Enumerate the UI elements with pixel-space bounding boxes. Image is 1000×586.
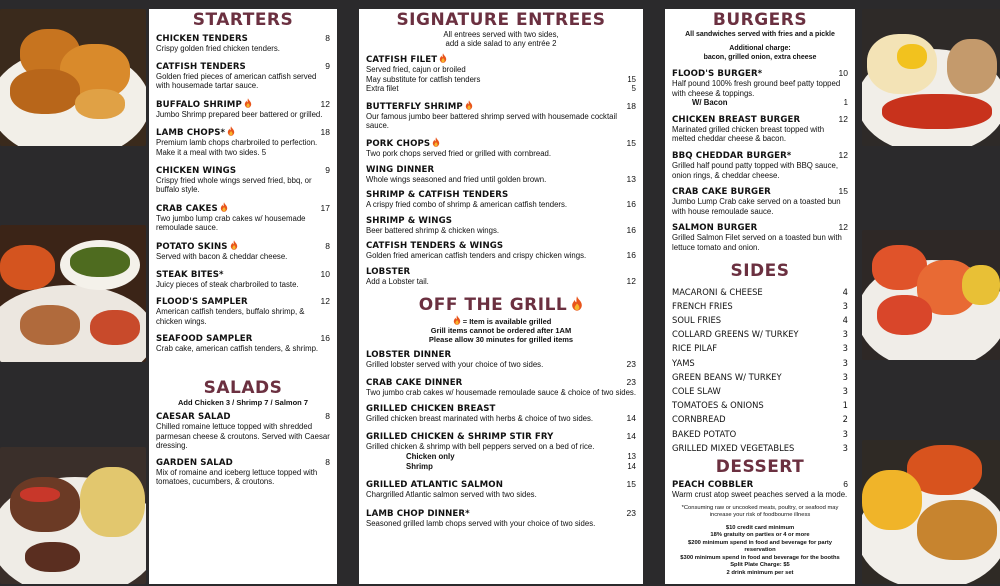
item-name: CAESAR SALAD (156, 411, 231, 422)
item-price: 16 (626, 199, 636, 210)
side-name: YAMS (672, 357, 695, 368)
salads-note: Add Chicken 3 / Shrimp 7 / Salmon 7 (177, 397, 309, 407)
side-item (672, 370, 848, 384)
item-price: 16 (626, 224, 636, 235)
panel-entrees-grill (359, 9, 643, 584)
menu-item (156, 202, 330, 233)
food-warning: *Consuming raw or uncooked meats, poultry, or seafood may increase your risk of foodbourne illness (681, 504, 839, 519)
starters-list (156, 33, 330, 354)
item-price: 12 (838, 149, 848, 160)
item-line: May substitute for catfish tenders (366, 74, 481, 84)
item-desc: Grilled lobster served with your choice of two sides. (366, 359, 544, 369)
burgers-list (672, 114, 848, 253)
item-desc: Grilled half pound patty topped with BBQ sauce, onion rings, & cheddar cheese. (672, 160, 838, 180)
item-name: PORK CHOPS (366, 137, 440, 149)
panel-starters-salads (149, 9, 337, 584)
item-price: 15 (627, 74, 636, 84)
item-name: CATFISH TENDERS & WINGS (366, 241, 504, 252)
flame-icon (218, 204, 228, 214)
item-price: 15 (626, 137, 636, 148)
menu-item (156, 333, 330, 354)
menu-item (156, 411, 330, 451)
flame-icon (437, 55, 447, 65)
menu-item (366, 508, 636, 529)
burgers-charge-title: Additional charge: (729, 45, 791, 52)
item-price: 18 (320, 127, 330, 138)
item-desc: Crab cake, american catfish tenders, & shrimp. (156, 344, 319, 354)
menu-item (672, 150, 848, 180)
item-line: Extra filet (366, 84, 399, 94)
item-desc: Served with bacon & cheddar cheese. (156, 251, 288, 261)
item-option: Shrimp (406, 461, 433, 471)
item-price: 9 (325, 164, 330, 175)
menu-item (156, 98, 330, 120)
burgers-title: BURGERS (712, 10, 808, 30)
item-desc: Crispy golden fried chicken tenders. (156, 44, 280, 53)
menu-item (156, 457, 330, 487)
policy-line: 2 drink minimum per set (726, 569, 794, 576)
side-name: CORNBREAD (672, 414, 726, 425)
photo-shrimp (862, 230, 1000, 360)
item-price: 12 (626, 275, 636, 286)
item-name: BUTTERFLY SHRIMP (366, 100, 473, 112)
side-price: 4 (842, 314, 848, 325)
menu-item (156, 126, 330, 157)
item-desc: Two pork chops served fried or grilled with cornbread. (366, 148, 552, 158)
side-price: 3 (842, 329, 848, 340)
item-name: LAMB CHOPS* (156, 126, 235, 138)
policy-line: $200 minimum spend in food and beverage for party reservation (688, 539, 832, 554)
item-price: 13 (627, 451, 636, 461)
side-item (672, 412, 848, 426)
grill-list (366, 350, 636, 529)
item-name: STEAK BITES* (156, 269, 224, 280)
menu-item (366, 267, 636, 287)
item-price: 8 (325, 410, 330, 421)
side-price: 3 (842, 343, 848, 354)
side-item (672, 398, 848, 412)
item-name: CHICKEN BREAST BURGER (672, 114, 801, 125)
policy-line: $10 credit card minimum (725, 524, 795, 531)
item-name: SEAFOOD SAMPLER (156, 334, 253, 345)
item-name: CRAB CAKE DINNER (366, 378, 463, 389)
item-price: 17 (320, 202, 330, 213)
side-item (672, 356, 848, 370)
item-desc: A crispy fried combo of shrimp & american catfish tenders. (366, 200, 568, 210)
item-name: SHRIMP & CATFISH TENDERS (366, 190, 509, 201)
item-desc: Juicy pieces of steak charbroiled to taste. (156, 279, 299, 289)
item-name: BBQ CHEDDAR BURGER* (672, 150, 792, 161)
item-desc: Grilled Salmon Filet served on a toasted bun with lettuce tomato and onion. (672, 233, 842, 252)
menu-item (156, 61, 330, 91)
item-desc: Two jumbo crab cakes w/ housemade remoulade sauce & choice of two sides. (366, 388, 636, 398)
side-price: 3 (842, 385, 848, 396)
burgers-charge: bacon, grilled onion, extra cheese (703, 54, 817, 61)
item-desc: Our famous jumbo beer battered shrimp served with housemade cocktail sauce. (366, 111, 617, 131)
item-price: 8 (325, 33, 330, 43)
item-desc: Mix of romaine and iceberg lettuce topped with tomatoes, cucumbers, & croutons. (156, 467, 318, 487)
grill-legend: = Item is available grilled (366, 315, 636, 326)
side-item (672, 285, 848, 299)
item-desc: Jumbo Shrimp prepared beer battered or grilled. (156, 109, 323, 119)
item-price: 12 (320, 98, 330, 109)
entrees-list (366, 100, 636, 287)
item-price: 12 (838, 113, 848, 124)
policy-list (672, 525, 848, 578)
menu-item-peach-cobbler (672, 479, 848, 500)
item-name: POTATO SKINS (156, 240, 238, 252)
menu-item (672, 186, 848, 216)
menu-item (672, 114, 848, 144)
item-name: WING DINNER (366, 164, 435, 175)
menu-item-floods-burger (672, 68, 848, 108)
item-name: GRILLED CHICKEN & SHRIMP STIR FRY (366, 432, 554, 443)
item-line: W/ Bacon (692, 98, 728, 108)
item-price: 5 (631, 84, 636, 94)
photo-lobster (862, 9, 1000, 146)
side-item (672, 327, 848, 341)
item-price: 15 (838, 186, 848, 197)
side-item (672, 427, 848, 441)
item-desc: Golden fried american catfish tenders and crispy chicken wings. (366, 251, 587, 261)
item-desc: American catfish tenders, buffalo shrimp, & chicken wings. (156, 307, 305, 326)
item-desc: Two jumbo lump crab cakes w/ housemade remoulade sauce. (156, 213, 306, 233)
entrees-title: SIGNATURE ENTREES (396, 10, 606, 30)
menu-item (156, 269, 330, 290)
item-price: 1 (843, 98, 848, 108)
item-price: 14 (626, 431, 636, 442)
item-price: 12 (320, 296, 330, 307)
side-name: TOMATOES & ONIONS (672, 400, 764, 411)
menu-item (366, 165, 636, 185)
side-name: RICE PILAF (672, 343, 718, 354)
menu-item-catfish-filet (366, 53, 636, 94)
item-name: LOBSTER DINNER (366, 349, 452, 360)
flame-icon (567, 295, 583, 315)
item-desc: Marinated grilled chicken breast topped with melted cheddar cheese & bacon. (672, 124, 825, 144)
item-price: 23 (626, 358, 636, 369)
menu-item (156, 296, 330, 326)
item-name: GRILLED CHICKEN BREAST (366, 403, 496, 414)
item-desc: Seasoned grilled lamb chops served with your choice of two sides. (366, 518, 596, 528)
item-desc: Premium lamb chops charbroiled to perfection. Make it a meal with two sides. 5 (156, 138, 318, 157)
side-item (672, 341, 848, 355)
item-price: 18 (626, 100, 636, 111)
side-name: MACARONI & CHEESE (672, 286, 763, 297)
item-price: 9 (325, 60, 330, 71)
item-desc: Grilled chicken breast marinated with herbs & choice of two sides. (366, 413, 594, 423)
item-price: 14 (626, 412, 636, 423)
side-price: 3 (842, 371, 848, 382)
side-price: 2 (842, 414, 848, 425)
item-desc: Golden fried pieces of american catfish served with housemade tartar sauce. (156, 71, 317, 91)
item-desc: Grilled chicken & shrimp with bell peppers served on a bed of rice. (366, 442, 595, 452)
item-name: BUFFALO SHRIMP (156, 98, 252, 110)
side-price: 4 (842, 286, 848, 297)
item-price: 14 (627, 461, 636, 471)
flame-icon (225, 128, 235, 138)
side-price: 3 (842, 442, 848, 453)
menu-item (366, 404, 636, 424)
flame-icon (228, 242, 238, 252)
item-name: GARDEN SALAD (156, 457, 233, 468)
item-price: 10 (320, 268, 330, 279)
item-name: SHRIMP & WINGS (366, 215, 453, 226)
policy-line: $300 minimum spend in food and beverage for the booths (680, 554, 840, 561)
item-desc: Beer battered shrimp & chicken wings. (366, 225, 500, 235)
policy-line: 18% gratuity on parties or 4 or more (710, 532, 810, 539)
item-name: SALMON BURGER (672, 223, 758, 234)
side-name: SOUL FRIES (672, 314, 722, 325)
item-line: Served fried, cajun or broiled (366, 65, 466, 74)
menu-item (156, 240, 330, 262)
entrees-note-2: add a side salad to any entrée 2 (445, 39, 557, 48)
sides-list (672, 285, 848, 455)
item-name: FLOOD'S BURGER* (672, 69, 763, 79)
item-name: CRAB CAKES (156, 202, 228, 214)
item-option: Chicken only (406, 451, 455, 461)
menu-item (366, 216, 636, 236)
photo-yams-greens (0, 225, 146, 362)
grill-title: OFF THE GRILL (366, 295, 636, 315)
menu-item (672, 222, 848, 252)
item-desc: Chargrilled Atlantic salmon served with two sides. (366, 490, 537, 500)
item-price: 13 (626, 173, 636, 184)
item-price: 8 (325, 456, 330, 467)
menu-item (366, 350, 636, 370)
side-name: COLE SLAW (672, 385, 721, 396)
side-name: GREEN BEANS W/ TURKEY (672, 371, 782, 382)
item-name: CATFISH FILET (366, 53, 447, 65)
menu-item (366, 241, 636, 261)
dessert-title: DESSERT (715, 456, 805, 477)
grill-note-2: Please allow 30 minutes for grilled items (428, 334, 574, 344)
item-name: LAMB CHOP DINNER* (366, 508, 470, 519)
item-price: 16 (626, 250, 636, 261)
photo-fried-chicken (0, 9, 146, 146)
item-name: FLOOD'S SAMPLER (156, 297, 248, 308)
side-item (672, 299, 848, 313)
flame-icon (242, 100, 252, 110)
item-desc: Warm crust atop sweet peaches served a la mode. (672, 489, 848, 499)
item-desc: Crispy fried whole wings served fried, bbq, or buffalo style. (156, 175, 312, 195)
photo-wings-mac (862, 440, 1000, 584)
item-price: 23 (626, 377, 636, 388)
item-price: 16 (320, 333, 330, 344)
item-price: 10 (838, 68, 848, 78)
menu-item (366, 100, 636, 131)
item-desc: Whole wings seasoned and fried until golden brown. (366, 174, 547, 184)
side-item (672, 441, 848, 455)
item-name: PEACH COBBLER (672, 479, 754, 490)
side-name: GRILLED MIXED VEGETABLES (672, 442, 795, 453)
item-price: 12 (838, 222, 848, 233)
salads-list (156, 411, 330, 487)
menu-item (156, 165, 330, 195)
item-name: CATFISH TENDERS (156, 61, 246, 72)
item-name: CHICKEN WINGS (156, 165, 237, 176)
flame-icon (430, 139, 440, 149)
item-price: 8 (325, 240, 330, 251)
item-desc: Chilled romaine lettuce topped with shredded parmesan cheese & croutons. Served with Caesar dressing. (156, 421, 330, 451)
panel-burgers-sides-dessert (665, 9, 855, 584)
side-price: 3 (842, 357, 848, 368)
flame-icon (451, 317, 461, 326)
item-price: 23 (626, 507, 636, 518)
side-name: BAKED POTATO (672, 428, 737, 439)
item-name: CHICKEN TENDERS (156, 34, 248, 44)
policy-line: Split Plate Charge: $5 (730, 562, 790, 569)
side-name: FRENCH FRIES (672, 300, 733, 311)
starters-title: STARTERS (192, 10, 294, 30)
sides-title: SIDES (730, 260, 790, 281)
grill-note-1: Grill items cannot be ordered after 1AM (430, 325, 572, 335)
photo-steak-rice (0, 447, 146, 584)
side-item (672, 313, 848, 327)
salads-title: SALADS (203, 377, 283, 398)
side-name: COLLARD GREENS W/ TURKEY (672, 329, 799, 340)
side-price: 3 (842, 300, 848, 311)
menu-item (156, 33, 330, 54)
burgers-note: All sandwiches served with fries and a pickle (685, 31, 835, 38)
menu-item (366, 137, 636, 159)
menu-item (366, 190, 636, 210)
side-price: 1 (842, 400, 848, 411)
item-desc: Jumbo Lump Crab cake served on a toasted bun with house remoulade sauce. (672, 197, 841, 216)
menu-item (366, 479, 636, 500)
side-item (672, 384, 848, 398)
item-name: CRAB CAKE BURGER (672, 187, 771, 198)
item-desc: Add a Lobster tail. (366, 276, 429, 286)
menu-item (366, 377, 636, 398)
item-name: GRILLED ATLANTIC SALMON (366, 480, 504, 491)
item-desc: Half pound 100% fresh ground beef patty topped with cheese & toppings. (672, 79, 841, 98)
item-price: 15 (626, 479, 636, 490)
item-price: 6 (843, 478, 848, 489)
menu-item-stir-fry (366, 431, 636, 471)
item-name: LOBSTER (366, 266, 411, 277)
flame-icon (463, 102, 473, 112)
side-price: 3 (842, 428, 848, 439)
entrees-note-1: All entrees served with two sides, (443, 30, 559, 39)
